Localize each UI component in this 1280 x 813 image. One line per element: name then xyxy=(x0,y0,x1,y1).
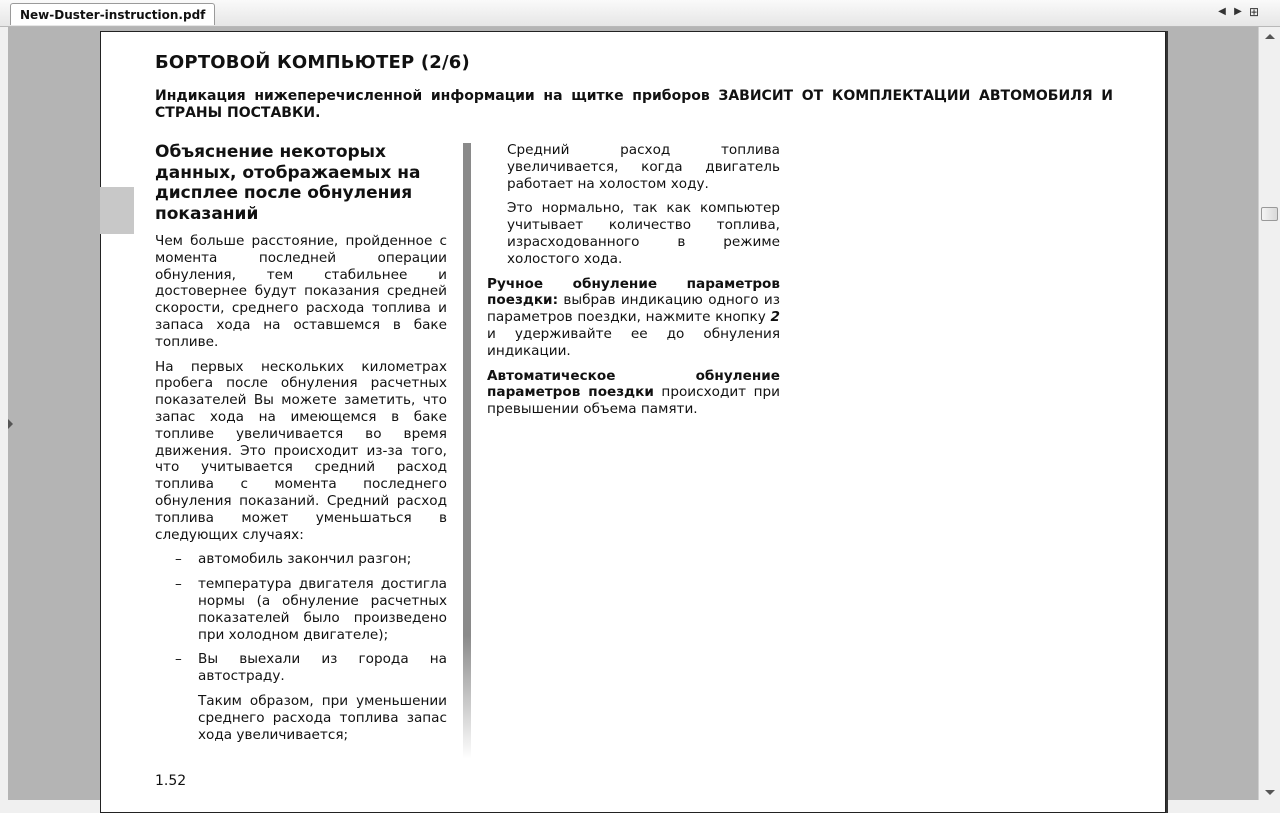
list-item: – температура двигателя достигла нормы (а обнуление расчетных показателей было произведено при холодном двигателе); xyxy=(175,576,447,643)
page-title: БОРТОВОЙ КОМПЬЮТЕР (2/6) xyxy=(155,52,470,73)
vertical-scrollbar[interactable] xyxy=(1258,27,1280,800)
prev-tab-icon[interactable]: ◀ xyxy=(1218,6,1226,17)
page-subtitle: Индикация нижеперечисленной информации на щитке приборов ЗАВИСИТ ОТ КОМПЛЕКТАЦИИ АВТОМОБИЛЯ И СТРАНЫ ПОСТАВКИ. xyxy=(155,88,1113,121)
side-panel-toggle-icon[interactable] xyxy=(8,419,13,429)
tab-bar xyxy=(0,0,1280,27)
column-divider xyxy=(463,143,471,759)
page-number: 1.52 xyxy=(155,773,187,789)
right-column xyxy=(487,142,780,426)
paragraph-idle: Средний расход топлива увеличивается, когда двигатель работает на холостом ходу. xyxy=(507,142,780,192)
paragraph-manual-reset: Ручное обнуление параметров поездки: выбрав индикацию одного из параметров поездки, нажмите кнопку 2 и удерживайте ее до обнуления индикации. xyxy=(487,275,780,359)
paragraph-auto-reset: Автоматическое обнуление параметров поездки происходит при превышении объема памяти. xyxy=(487,367,780,418)
left-column xyxy=(155,142,447,751)
scroll-down-icon[interactable] xyxy=(1265,790,1275,795)
scroll-thumb[interactable] xyxy=(1261,207,1278,221)
paragraph-1: Чем больше расстояние, пройденное с момента последней операции обнуления, тем стабильнее и достовернее будут показания средней скорости, среднего расхода топлива и запаса хода на оставшемся в баке топливе. xyxy=(155,233,447,350)
list-item: – Вы выехали из города на автостраду. xyxy=(175,651,447,685)
document-tab[interactable]: New-Duster-instruction.pdf xyxy=(10,3,215,25)
scroll-up-icon[interactable] xyxy=(1265,34,1275,39)
grid-view-icon[interactable]: ⊞ xyxy=(1248,5,1260,19)
paragraph-normal: Это нормально, так как компьютер учитывает количество топлива, израсходованного в режиме холостого хода. xyxy=(507,200,780,267)
list-item: – автомобиль закончил разгон; xyxy=(175,551,412,568)
section-title: Объяснение некоторых данных, отображаемых на дисплее после обнуления показаний xyxy=(155,142,421,224)
indented-note: Таким образом, при уменьшении среднего расхода топлива запас хода увеличивается; xyxy=(198,692,447,743)
paragraph-2: На первых нескольких километрах пробега после обнуления расчетных показателей Вы можете заметить, что запас хода на имеющемся в баке топливе увеличивается во время движения. Это происходит из-за того, что учитывается средний расход топлива с момента последнего обнуления показаний. Средний расход топлива может уменьшаться в следующих случаях: xyxy=(155,358,447,543)
button-key-label: 2 xyxy=(770,309,780,326)
page-tab-marker xyxy=(100,187,134,234)
next-tab-icon[interactable]: ▶ xyxy=(1234,6,1242,17)
